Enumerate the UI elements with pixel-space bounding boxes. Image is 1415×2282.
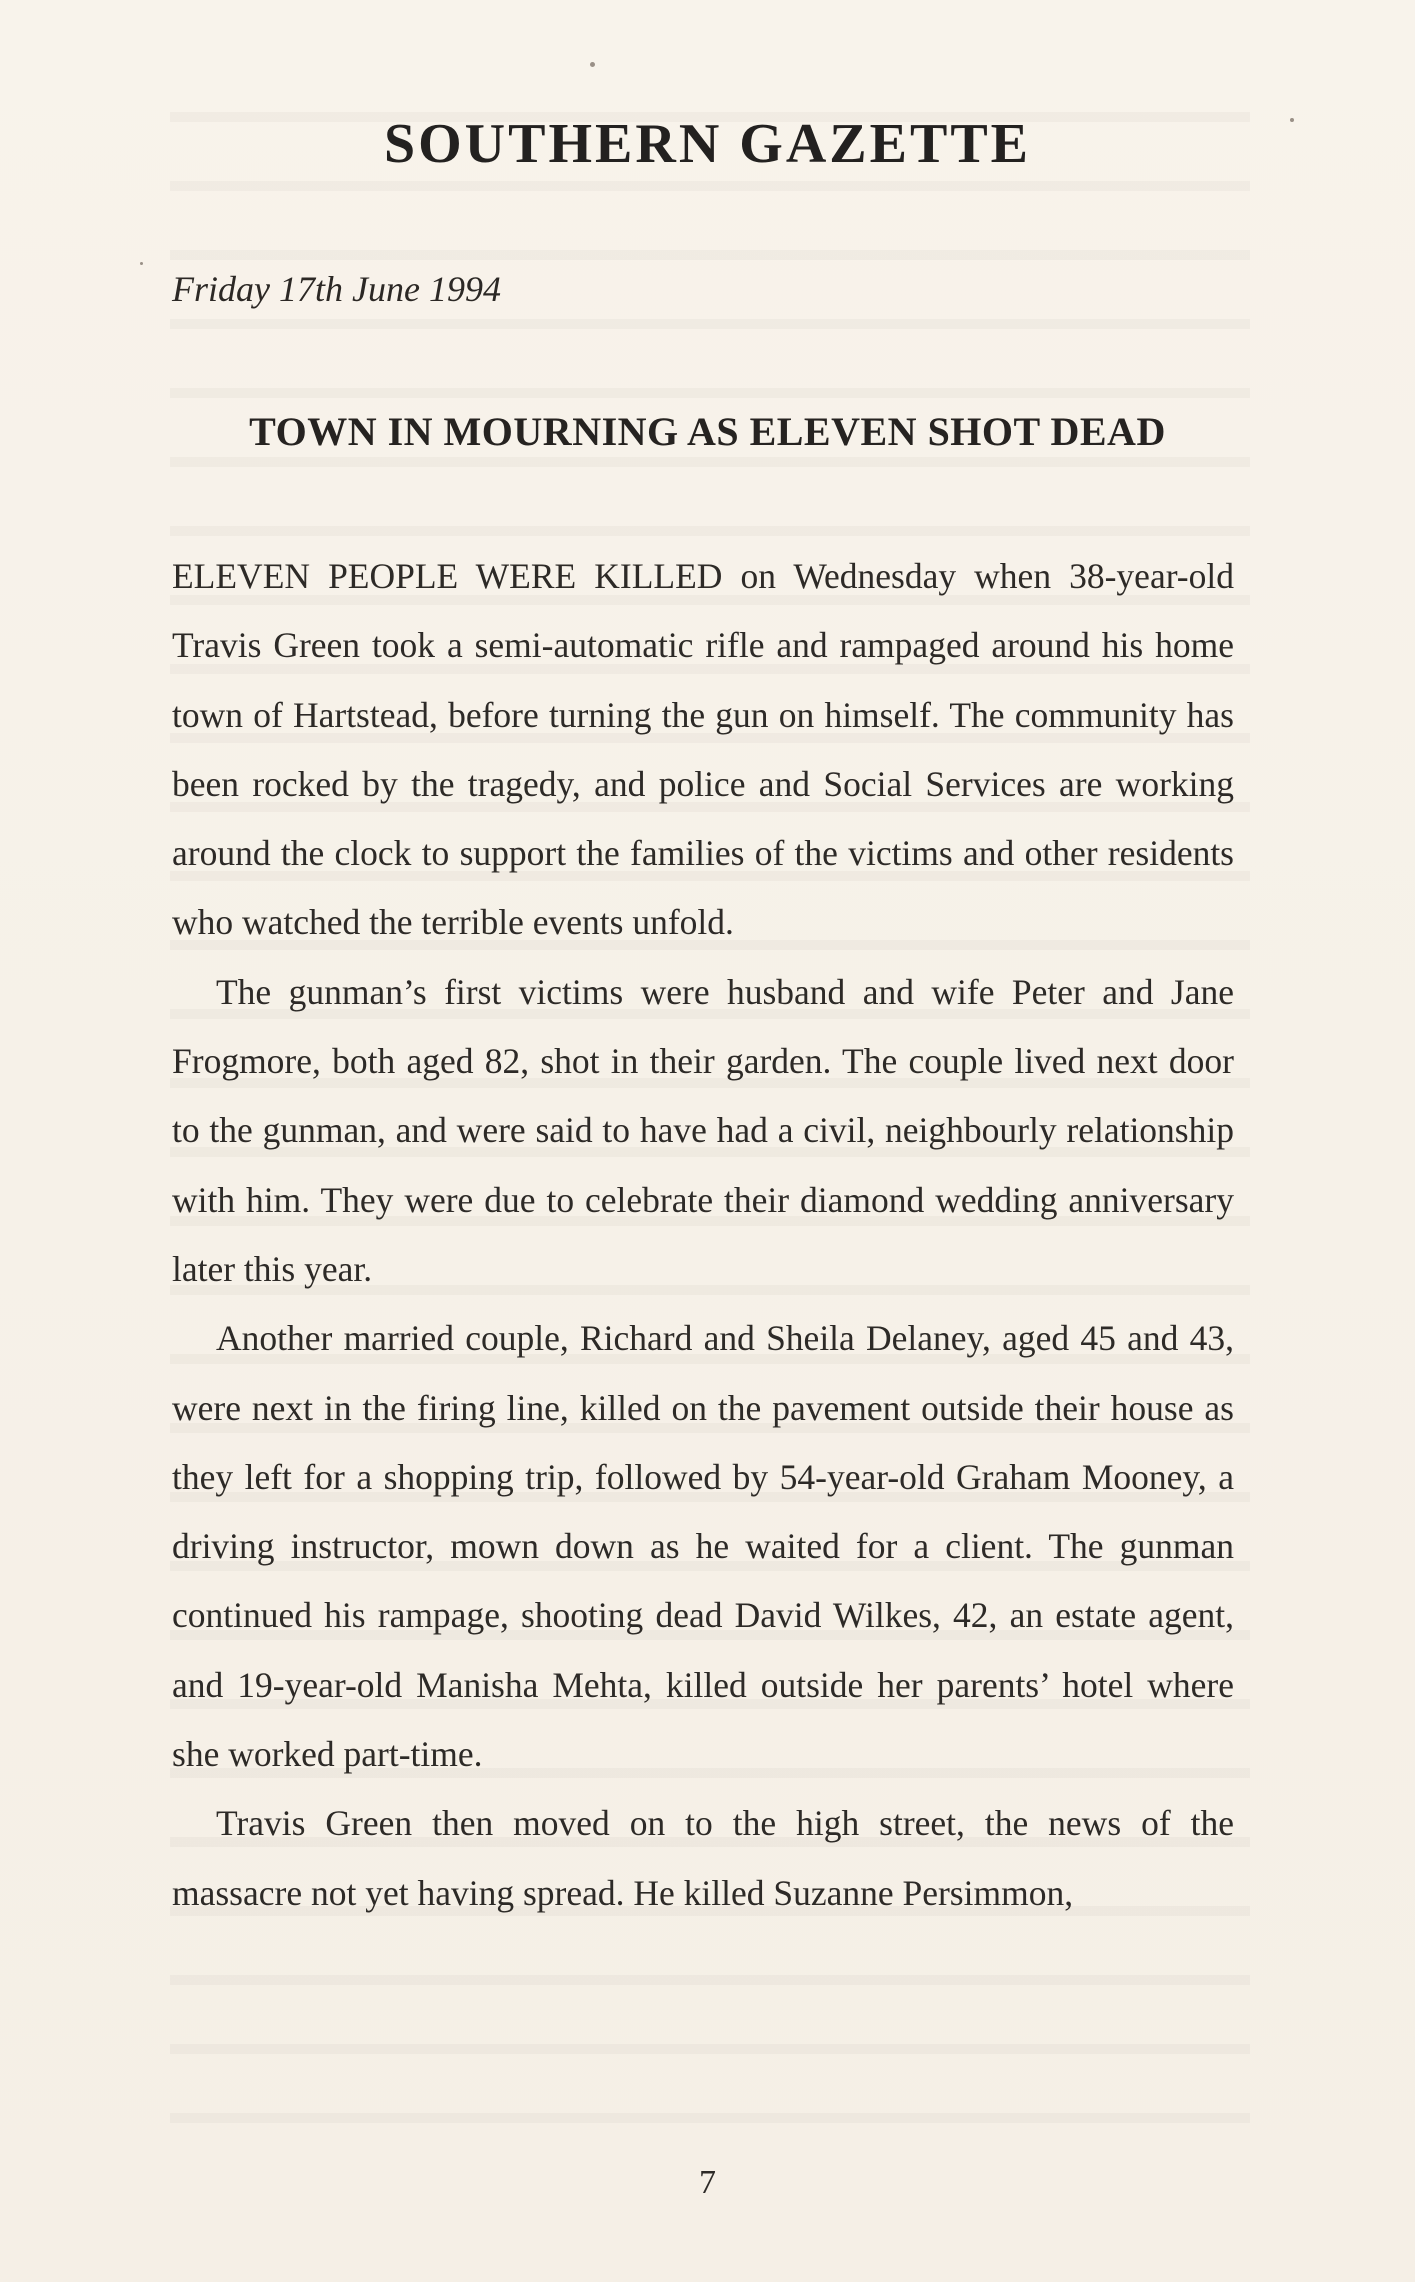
paper-speck bbox=[590, 62, 595, 67]
article-paragraph: ELEVEN PEOPLE WERE KILLED on Wednesday when 38-year-old Travis Green took a semi-automatic rifle and rampaged around his home town of Hartstead, before turning the gun on himself. The community has been rocked by the tragedy, and police and Social Services are working around the clock to support the families of the victims and other residents who watched the terrible events unfold. bbox=[172, 556, 1234, 943]
article-headline: TOWN IN MOURNING AS ELEVEN SHOT DEAD bbox=[249, 409, 1166, 454]
page-number: 7 bbox=[699, 2164, 716, 2201]
article-paragraph: Another married couple, Richard and Sheila Delaney, aged 45 and 43, were next in the firing line, killed on the pavement outside their house as they left for a shopping trip, followed by 54-year-old Graham Mooney, a driving instructor, mown down as he waited for a client. The gunman continued his rampage, shooting dead David Wilkes, 42, an estate agent, and 19-year-old Manisha Mehta, killed outside her parents’ hotel where she worked part-time. bbox=[172, 1318, 1234, 1775]
article-date: Friday 17th June 1994 bbox=[172, 269, 501, 309]
paper-speck bbox=[140, 262, 143, 265]
article-paragraph: Travis Green then moved on to the high street, the news of the massacre not yet having spread. He killed Suzanne Persimmon, bbox=[172, 1803, 1234, 1913]
article-body bbox=[172, 542, 1234, 1928]
newspaper-masthead: SOUTHERN GAZETTE bbox=[383, 113, 1032, 175]
article-paragraph: The gunman’s first victims were husband and wife Peter and Jane Frogmore, both aged 82, shot in their garden. The couple lived next door to the gunman, and were said to have had a civil, neighbourly relationship with him. They were due to celebrate their diamond wedding anniversary later this year. bbox=[172, 971, 1234, 1289]
